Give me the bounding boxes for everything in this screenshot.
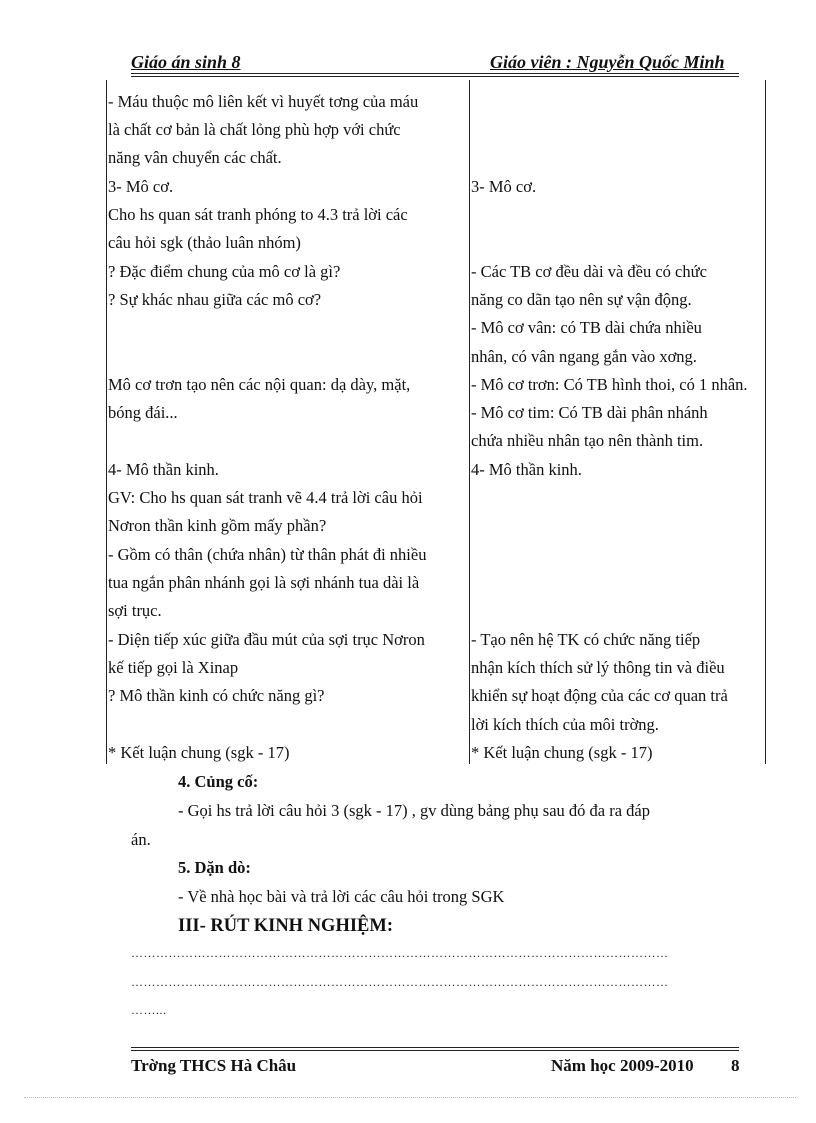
left-line: ? Mô thần kinh có chức năng gì? (108, 686, 325, 705)
lesson-table (106, 80, 766, 764)
left-line: câu hỏi sgk (thảo luân nhóm) (108, 233, 301, 252)
right-line: lời kích thích của môi trờng. (471, 715, 659, 734)
footer-rule-top (131, 1047, 739, 1048)
footer-school-year: Năm học 2009-2010 (551, 1056, 694, 1075)
header-teacher: Giáo viên : Nguyễn Quốc Minh (490, 52, 725, 72)
section-4-line: - Gọi hs trả lời câu hỏi 3 (sgk - 17) , gv dùng bảng phụ sau đó đa ra đáp (178, 801, 651, 820)
left-line: tua ngắn phân nhánh gọi là sợi nhánh tua dài là (108, 573, 420, 592)
section-5-title: 5. Dặn dò: (178, 858, 251, 877)
left-line: 4- Mô thần kinh. (108, 460, 219, 479)
left-line: bóng đái... (108, 403, 178, 422)
left-line: * Kết luận chung (sgk - 17) (108, 743, 290, 762)
table-border-middle (469, 80, 470, 764)
header-rule-top (131, 73, 739, 74)
section-4-title: 4. Củng cố: (178, 772, 259, 791)
section-4-line: án. (131, 830, 151, 849)
notes-dotted-line: ………………………………………………………………………………………………………………… (131, 975, 669, 989)
left-line: ? Sự khác nhau giữa các mô cơ? (108, 290, 322, 309)
left-line: Nơron thần kinh gồm mấy phần? (108, 516, 327, 535)
left-line: - Diện tiếp xúc giữa đầu mút của sợi trục Nơron (108, 630, 425, 649)
table-border-left (106, 80, 107, 764)
header-subject: Giáo án sinh 8 (131, 52, 241, 72)
right-line: * Kết luận chung (sgk - 17) (471, 743, 653, 762)
left-line: sợi trục. (108, 601, 162, 620)
notes-dotted-line: ………………………………………………………………………………………………………………… (131, 946, 669, 960)
left-line: Cho hs quan sát tranh phóng to 4.3 trả lời các (108, 205, 408, 224)
left-line: ? Đặc điểm chung của mô cơ là gì? (108, 262, 341, 281)
table-border-right (765, 80, 766, 764)
footer-rule-bottom (131, 1050, 739, 1051)
right-line: khiển sự hoạt động của các cơ quan trả (471, 686, 728, 705)
left-line: kế tiếp gọi là Xinap (108, 658, 239, 677)
footer-school: Trờng THCS Hà Châu (131, 1056, 297, 1075)
page-edge-dotted (24, 1097, 796, 1098)
left-line: - Máu thuộc mô liên kết vì huyết tơng của máu (108, 92, 419, 111)
right-line: nhân, có vân ngang gắn vào xơng. (471, 347, 697, 366)
right-line: năng co dãn tạo nên sự vận động. (471, 290, 692, 309)
notes-dotted-line: ……... (131, 1003, 167, 1017)
left-line: Mô cơ trơn tạo nên các nội quan: dạ dày, mặt, (108, 375, 411, 394)
section-3-title: III- RÚT KINH NGHIỆM: (178, 916, 393, 936)
right-line: - Mô cơ vân: có TB dài chứa nhiều (471, 318, 702, 337)
footer-page-number: 8 (731, 1056, 740, 1075)
right-line: nhận kích thích sử lý thông tin và điều (471, 658, 725, 677)
left-line: 3- Mô cơ. (108, 177, 174, 196)
header-rule-bottom (131, 76, 739, 77)
right-line: 3- Mô cơ. (471, 177, 537, 196)
left-line: GV: Cho hs quan sát tranh vẽ 4.4 trả lời câu hỏi (108, 488, 423, 507)
section-5-line: - Về nhà học bài và trả lời các câu hỏi trong SGK (178, 887, 505, 906)
right-line: - Các TB cơ đều dài và đều có chức (471, 262, 707, 281)
right-line: - Tạo nên hệ TK có chức năng tiếp (471, 630, 701, 649)
left-line: - Gồm có thân (chứa nhân) từ thân phát đi nhiều (108, 545, 427, 564)
right-line: 4- Mô thần kinh. (471, 460, 582, 479)
right-line: - Mô cơ tim: Có TB dài phân nhánh (471, 403, 708, 422)
right-line: chứa nhiều nhân tạo nên thành tim. (471, 431, 704, 450)
right-line: - Mô cơ trơn: Có TB hình thoi, có 1 nhân. (471, 375, 748, 394)
left-line: là chất cơ bản là chất lỏng phù hợp với chức (108, 120, 401, 139)
left-line: năng vân chuyển các chất. (108, 148, 282, 167)
